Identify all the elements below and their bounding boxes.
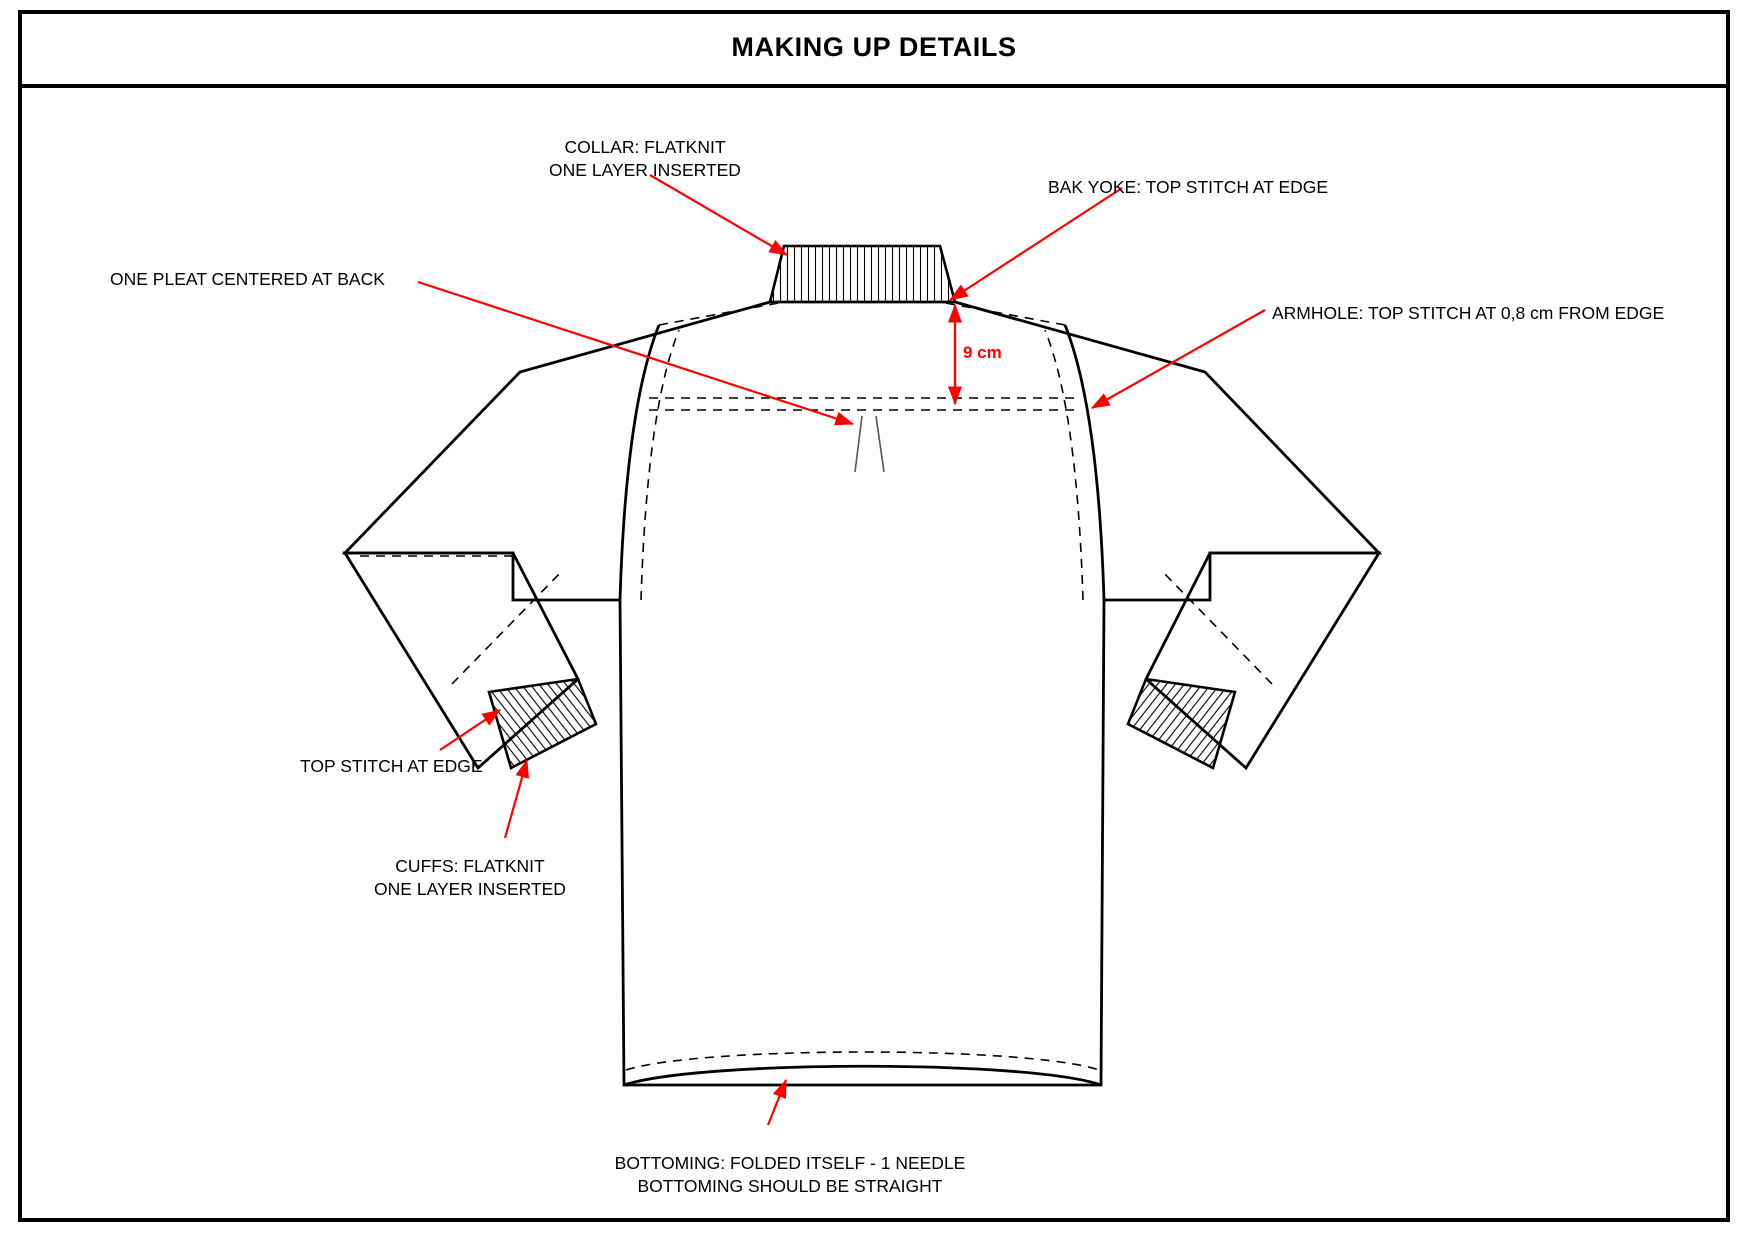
- label-cuffs: [360, 855, 580, 901]
- label-bottoming-line2: BOTTOMING SHOULD BE STRAIGHT: [637, 1176, 943, 1196]
- label-bottoming-line1: BOTTOMING: FOLDED ITSELF - 1 NEEDLE: [614, 1153, 966, 1173]
- collar-shape: [770, 246, 955, 302]
- label-cuffs-line1: CUFFS: FLATKNIT: [395, 856, 545, 876]
- center-back-pleat: [855, 416, 884, 472]
- label-pleat: ONE PLEAT CENTERED AT BACK: [110, 269, 385, 289]
- label-cuffs-line2: ONE LAYER INSERTED: [374, 879, 566, 899]
- label-armhole: ARMHOLE: TOP STITCH AT 0,8 cm FROM EDGE: [1272, 303, 1665, 323]
- label-top-stitch-edge: TOP STITCH AT EDGE: [300, 756, 483, 776]
- label-back-yoke: BAK YOKE: TOP STITCH AT EDGE: [1048, 177, 1329, 197]
- label-bottoming: [580, 1152, 1000, 1198]
- label-collar-line1: COLLAR: FLATKNIT: [564, 137, 726, 157]
- topstitch-lines: [360, 302, 1272, 1070]
- dimension-yoke-depth: 9 cm: [963, 343, 1002, 362]
- label-collar-line2: ONE LAYER INSERTED: [549, 160, 741, 180]
- page-title: MAKING UP DETAILS: [731, 31, 1017, 62]
- right-cuff: [1128, 679, 1235, 768]
- annotation-leader-lines: [418, 175, 1265, 1125]
- label-collar: [520, 136, 770, 182]
- left-cuff: [489, 679, 596, 768]
